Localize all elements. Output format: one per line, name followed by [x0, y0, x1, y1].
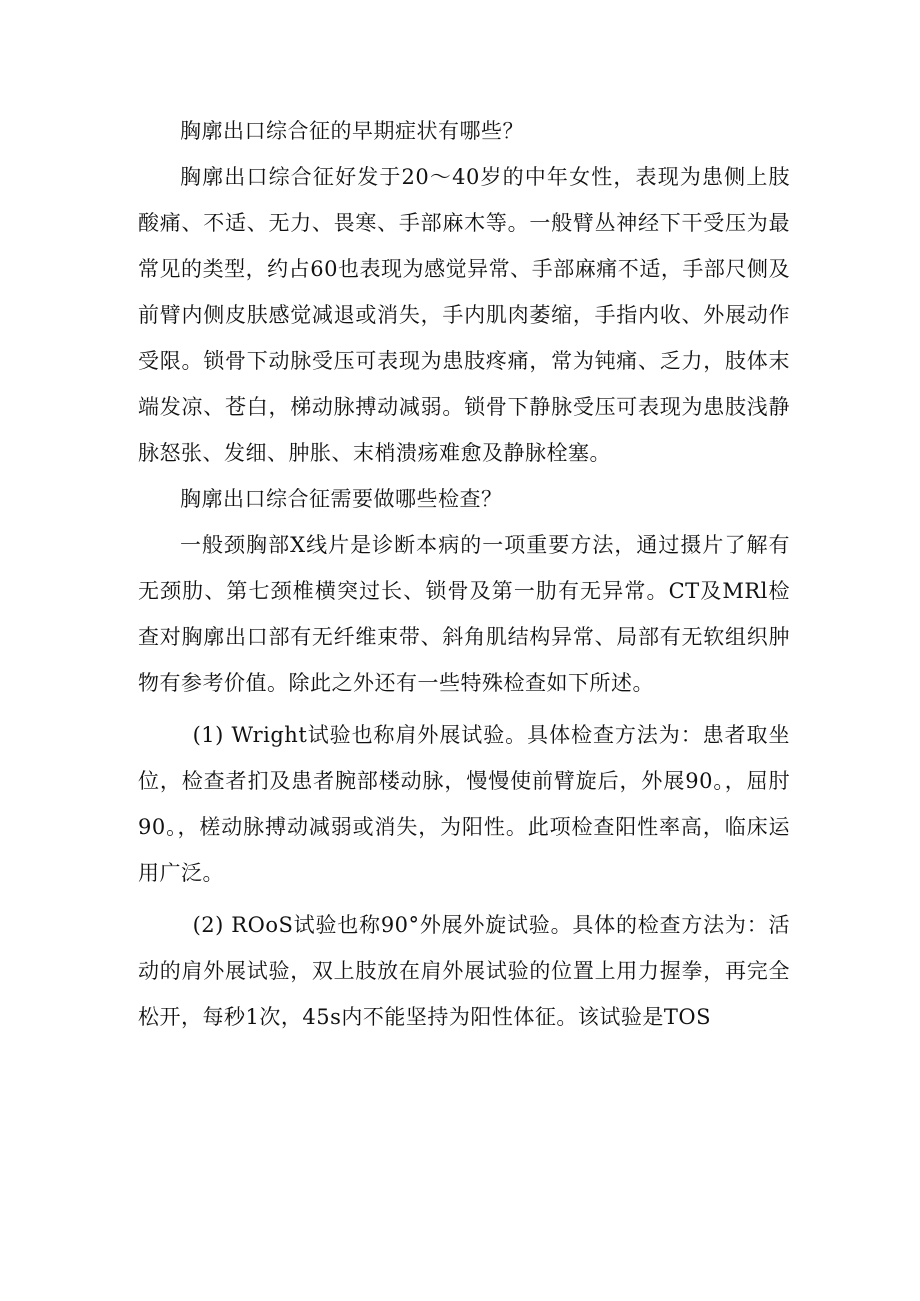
examinations-paragraph: 一般颈胸部X线片是诊断本病的一项重要方法，通过摄片了解有无颈肋、第七颈椎横突过长、锁骨及第一肋有无异常。CT及MRl检查对胸廓出口部有无纤维束带、斜角肌结构异常、局部有无软组织肿物有参考价值。除此之外还有一些特殊检查如下所述。 — [138, 533, 790, 695]
symptoms-paragraph: 胸廓出口综合征好发于20～40岁的中年女性，表现为患侧上肢酸痛、不适、无力、畏寒、手部麻木等。一般臂丛神经下干受压为最常见的类型，约占60也表现为感觉异常、手部麻痛不适，手部尺侧及前臂内侧皮肤感觉减退或消失，手内肌肉萎缩，手指内收、外展动作受限。锁骨下动脉受压可表现为患肢疼痛，常为钝痛、乏力，肢体末端发凉、苍白，梯动脉搏动减弱。锁骨下静脉受压可表现为患肢浅静脉怒张、发细、肿胀、末梢溃疡难愈及静脉栓塞。 — [138, 165, 790, 465]
document-body — [138, 108, 790, 1040]
wright-test-item: (1) Wright试验也称肩外展试验。具体检查方法为：患者取坐位，检查者扪及患者腕部楼动脉，慢慢使前臂旋后，外展90。，屈肘90。，槎动脉搏动减弱或消失，为阳性。此项检查阳性率高，临床运用广泛。 — [138, 723, 790, 885]
roos-test-item: (2) ROoS试验也称90°外展外旋试验。具体的检查方法为：活动的肩外展试验，双上肢放在肩外展试验的位置上用力握拳，再完全松开，每秒1次，45s内不能坚持为阳性体征。该试验是TOS — [138, 913, 790, 1029]
question-heading-examinations: 胸廓出口综合征需要做哪些检查？ — [180, 487, 503, 511]
question-heading-symptoms: 胸廓出口综合征的早期症状有哪些？ — [180, 119, 524, 143]
